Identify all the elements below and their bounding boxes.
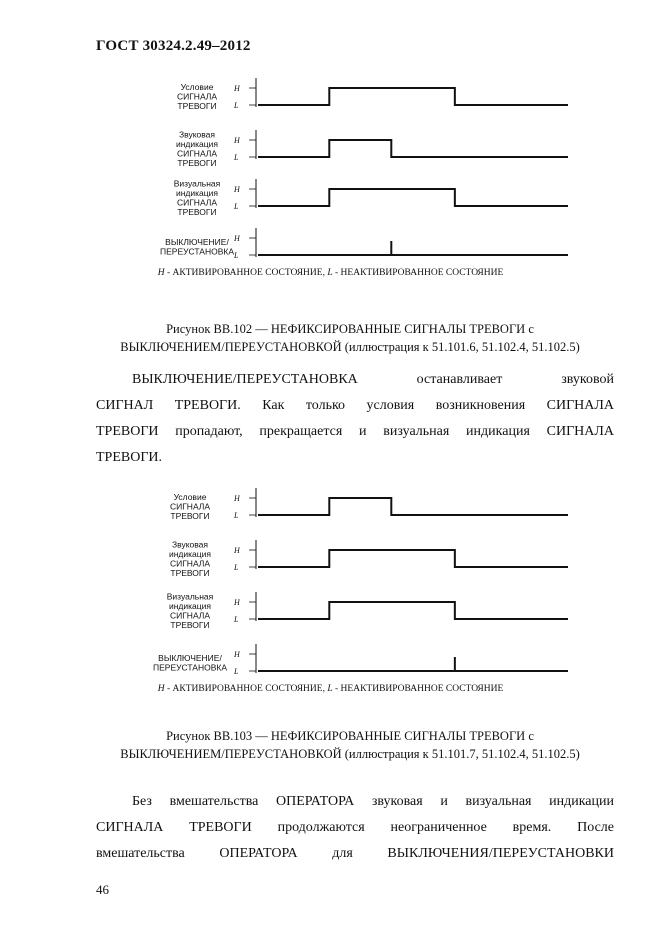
signal-label-line: СИГНАЛА [176,197,218,208]
caption-line-2: ВЫКЛЮЧЕНИЕМ/ПЕРЕУСТАНОВКОЙ (иллюстрация к 51.101.6, 51.102.4, 51.102.5) [120,340,580,354]
signal-waveform [258,189,568,206]
signal-row [169,539,568,578]
signal-label-line: индикация [168,548,212,559]
high-level-label: H [234,546,240,555]
signal-waveform [258,88,568,105]
high-level-label: H [234,598,240,607]
high-level-label: H [234,136,240,145]
signal-waveform [258,498,568,515]
signal-label-line: ТРЕВОГИ [177,157,217,168]
high-level-label: H [234,650,240,659]
paragraph-line: СИГНАЛА ТРЕВОГИ продолжаются неограниченное время. После [96,820,614,835]
signal-label-line: ПЕРЕУСТАНОВКА [160,246,234,257]
low-level-label: L [234,511,239,520]
low-level-label: L [234,101,239,110]
caption-line-1: Рисунок ВВ.103 — НЕФИКСИРОВАННЫЕ СИГНАЛЫ ТРЕВОГИ с [166,729,534,743]
signal-label-line: Визуальная [173,178,221,189]
paragraph-line: вмешательства ОПЕРАТОРА для ВЫКЛЮЧЕНИЯ/ПЕРЕУСТАНОВКИ [96,846,614,861]
signal-label-line: СИГНАЛА [169,558,211,569]
high-level-label: H [234,234,240,243]
signal-label-line: СИГНАЛА [176,91,218,102]
signal-label-line: ТРЕВОГИ [170,567,210,578]
signal-waveform [258,550,568,567]
signal-label-line: Условие [173,492,207,502]
paragraph-word: звуковой [561,372,614,387]
figure-caption-bb103 [90,727,610,763]
high-level-label: H [234,84,240,93]
low-level-label: L [234,563,239,572]
signal-label-line: СИГНАЛА [169,610,211,621]
legend-l-symbol: L [327,268,333,278]
low-level-label: L [234,153,239,162]
signal-row [177,78,568,111]
paragraph-line: СИГНАЛ ТРЕВОГИ. Как только условия возникновения СИГНАЛА [96,398,614,413]
paragraph-line: Без вмешательства ОПЕРАТОРА звуковая и визуальная индикации [132,794,614,809]
legend-l-symbol: L [327,684,333,694]
signal-waveform [258,140,568,157]
signal-label-line: ТРЕВОГИ [170,511,210,521]
low-level-label: L [234,615,239,624]
low-level-label: L [234,202,239,211]
timing-diagram-bb103 [0,477,661,676]
legend-h-text: - АКТИВИРОВАННОЕ СОСТОЯНИЕ, [164,684,328,694]
paragraph-word: ВЫКЛЮЧЕНИЕ/ПЕРЕУСТАНОВКА [132,372,358,387]
paragraph-word: останавливает [416,372,503,387]
legend-bb102 [0,268,661,278]
legend-l-text: - НЕАКТИВИРОВАННОЕ СОСТОЯНИЕ [332,684,504,694]
signal-label-line: Звуковая [171,539,209,550]
legend-h-symbol: H [157,268,165,278]
signal-label-line: индикация [168,600,212,611]
paragraph-line: ТРЕВОГИ. [96,450,163,465]
signal-label-line: СИГНАЛА [169,501,211,512]
signal-row [153,644,568,676]
paragraph-reset-behaviour [96,367,614,471]
signal-label-line: индикация [175,187,219,198]
paragraph-line: ТРЕВОГИ пропадают, прекращается и визуальная индикация СИГНАЛА [96,424,614,439]
paragraph-line [96,367,614,393]
legend-h-text: - АКТИВИРОВАННОЕ СОСТОЯНИЕ, [164,268,328,278]
signal-label-line: ПЕРЕУСТАНОВКА [153,662,227,673]
signal-label-line: ТРЕВОГИ [170,619,210,630]
low-level-label: L [234,251,239,260]
signal-row [167,591,568,630]
high-level-label: H [234,494,240,503]
signal-label-line: Визуальная [166,591,214,602]
page-number: 46 [96,882,109,897]
caption-line-1: Рисунок ВВ.102 — НЕФИКСИРОВАННЫЕ СИГНАЛЫ ТРЕВОГИ с [166,322,534,336]
document-header: ГОСТ 30324.2.49–2012 [96,38,251,54]
signal-label-line: индикация [175,138,219,149]
signal-waveform [258,241,568,255]
signal-label-line: ТРЕВОГИ [177,206,217,217]
signal-row [170,488,568,521]
signal-row [174,178,568,217]
legend-h-symbol: H [157,684,165,694]
signal-label-line: Условие [180,82,214,92]
legend-l-text: - НЕАКТИВИРОВАННОЕ СОСТОЯНИЕ [332,268,504,278]
signal-label-line: ТРЕВОГИ [177,101,217,111]
signal-label-line: СИГНАЛА [176,148,218,159]
signal-waveform [258,657,568,671]
signal-label-line: Звуковая [178,129,216,140]
signal-row [160,228,568,260]
signal-row [176,129,568,168]
paragraph-operator-intervention [96,789,614,867]
signal-label-line: ВЫКЛЮЧЕНИЕ/ [158,652,222,663]
figure-caption-bb102 [90,320,610,356]
high-level-label: H [234,185,240,194]
low-level-label: L [234,667,239,676]
timing-diagram-bb102 [0,72,661,262]
legend-bb103 [0,684,661,694]
signal-waveform [258,602,568,619]
signal-label-line: ВЫКЛЮЧЕНИЕ/ [165,236,229,247]
caption-line-2: ВЫКЛЮЧЕНИЕМ/ПЕРЕУСТАНОВКОЙ (иллюстрация к 51.101.7, 51.102.4, 51.102.5) [120,747,580,761]
